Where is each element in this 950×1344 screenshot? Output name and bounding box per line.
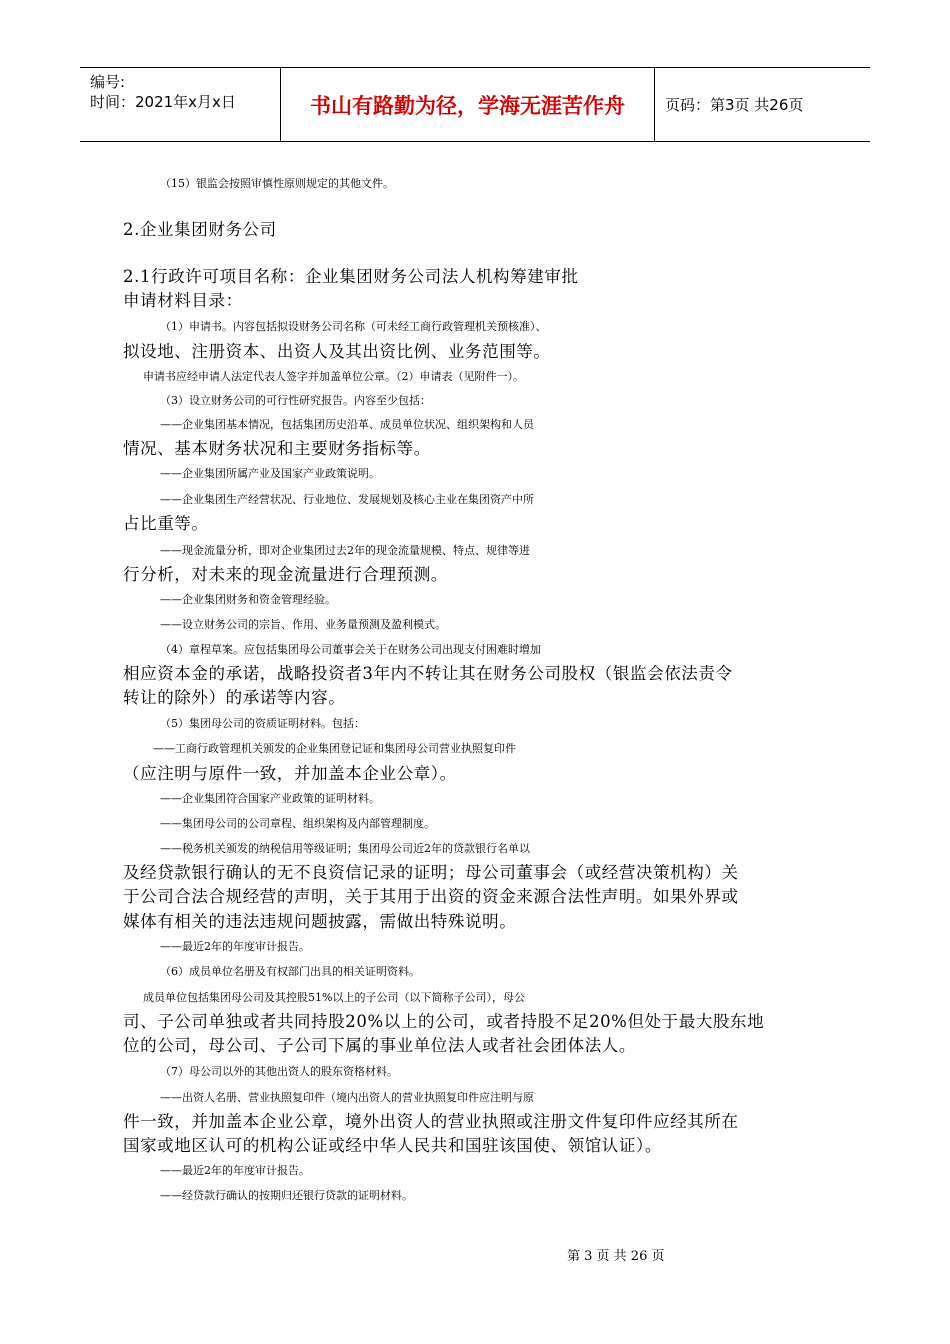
paragraph-line: 于公司合法合规经营的声明，关于其用于出资的资金来源合法性声明。如果外界或 [123, 887, 739, 906]
paragraph-line: 行分析，对未来的现金流量进行合理预测。 [123, 565, 448, 584]
document-time-label: 时间：2021年x月x日 [90, 93, 236, 111]
paragraph-line: ——企业集团基本情况，包括集团历史沿革、成员单位状况、组织架构和人员 [160, 418, 534, 431]
paragraph-line: 拟设地、注册资本、出资人及其出资比例、业务范围等。 [123, 342, 551, 361]
paragraph-line: 件一致，并加盖本企业公章，境外出资人的营业执照或注册文件复印件应经其所在 [123, 1112, 739, 1131]
document-number-label: 编号: [90, 73, 126, 91]
paragraph-line: （应注明与原件一致，并加盖本企业公章）。 [123, 764, 457, 783]
paragraph-line: ——现金流量分析，即对企业集团过去2年的现金流量规模、特点、规律等进 [160, 544, 530, 557]
paragraph-line: ——最近2年的年度审计报告。 [160, 1164, 310, 1177]
paragraph-line: ——企业集团所属产业及国家产业政策说明。 [160, 467, 380, 480]
paragraph-line: 占比重等。 [123, 514, 209, 533]
paragraph-line: （7）母公司以外的其他出资人的股东资格材料。 [160, 1065, 398, 1078]
paragraph-line: （15）银监会按照审慎性原则规定的其他文件。 [160, 177, 394, 190]
paragraph-line: （3）设立财务公司的可行性研究报告。内容至少包括： [160, 394, 431, 407]
paragraph-line: ——企业集团生产经营状况、行业地位、发展规划及核心主业在集团资产中所 [160, 493, 534, 506]
paragraph-line: 及经贷款银行确认的无不良资信记录的证明；母公司董事会（或经营决策机构）关 [123, 863, 739, 882]
paragraph-line: （5）集团母公司的资质证明材料。包括： [160, 717, 365, 730]
header-motto: 书山有路勤为径，学海无涯苦作舟 [280, 68, 655, 141]
paragraph-line: ——最近2年的年度审计报告。 [160, 940, 310, 953]
paragraph-line: （6）成员单位名册及有权部门出具的相关证明资料。 [160, 965, 420, 978]
section-heading: 2.企业集团财务公司 [123, 220, 277, 239]
header-meta [80, 68, 280, 141]
paragraph-line: ——税务机关颁发的纳税信用等级证明；集团母公司近2年的贷款银行名单以 [160, 842, 530, 855]
subsection-heading: 2.1行政许可项目名称：企业集团财务公司法人机构筹建审批 [123, 267, 579, 286]
paragraph-line: 转让的除外）的承诺等内容。 [123, 688, 346, 707]
paragraph-line: ——经贷款行确认的按期归还银行贷款的证明材料。 [160, 1189, 413, 1202]
paragraph-line: 申请书应经申请人法定代表人签字并加盖单位公章。（2）申请表（见附件一）。 [143, 370, 524, 383]
paragraph-line: ——工商行政管理机关颁发的企业集团登记证和集团母公司营业执照复印件 [153, 742, 516, 755]
paragraph-line: 申请材料目录： [123, 291, 243, 310]
paragraph-line: 相应资本金的承诺，战略投资者3年内不转让其在财务公司股权（银监会依法责令 [123, 664, 733, 683]
paragraph-line: ——集团母公司的公司章程、组织架构及内部管理制度。 [160, 817, 435, 830]
paragraph-line: ——企业集团符合国家产业政策的证明材料。 [160, 792, 380, 805]
paragraph-line: 位的公司，母公司、子公司下属的事业单位法人或者社会团体法人。 [123, 1036, 636, 1055]
paragraph-line: （4）章程草案。应包括集团母公司董事会关于在财务公司出现支付困难时增加 [160, 643, 541, 656]
page-header [80, 67, 870, 142]
paragraph-line: ——企业集团财务和资金管理经验。 [160, 593, 336, 606]
paragraph-line: ——设立财务公司的宗旨、作用、业务量预测及盈利模式。 [160, 618, 446, 631]
paragraph-line: 成员单位包括集团母公司及其控股51%以上的子公司（以下简称子公司），母公 [143, 991, 525, 1004]
paragraph-line: （1）申请书。内容包括拟设财务公司名称（可未经工商行政管理机关预核准）、 [160, 320, 547, 333]
paragraph-line: 媒体有相关的违法违规问题披露，需做出特殊说明。 [123, 912, 517, 931]
paragraph-line: 司、子公司单独或者共同持股20%以上的公司，或者持股不足20%但处于最大股东地 [123, 1012, 765, 1031]
footer-page-number: 第 3 页 共 26 页 [567, 1249, 665, 1264]
header-page-number: 页码：第3页 共26页 [665, 96, 804, 114]
paragraph-line: 国家或地区认可的机构公证或经中华人民共和国驻该国使、领馆认证）。 [123, 1136, 662, 1155]
paragraph-line: ——出资人名册、营业执照复印件（境内出资人的营业执照复印件应注明与原 [160, 1091, 534, 1104]
paragraph-line: 情况、基本财务状况和主要财务指标等。 [123, 439, 431, 458]
